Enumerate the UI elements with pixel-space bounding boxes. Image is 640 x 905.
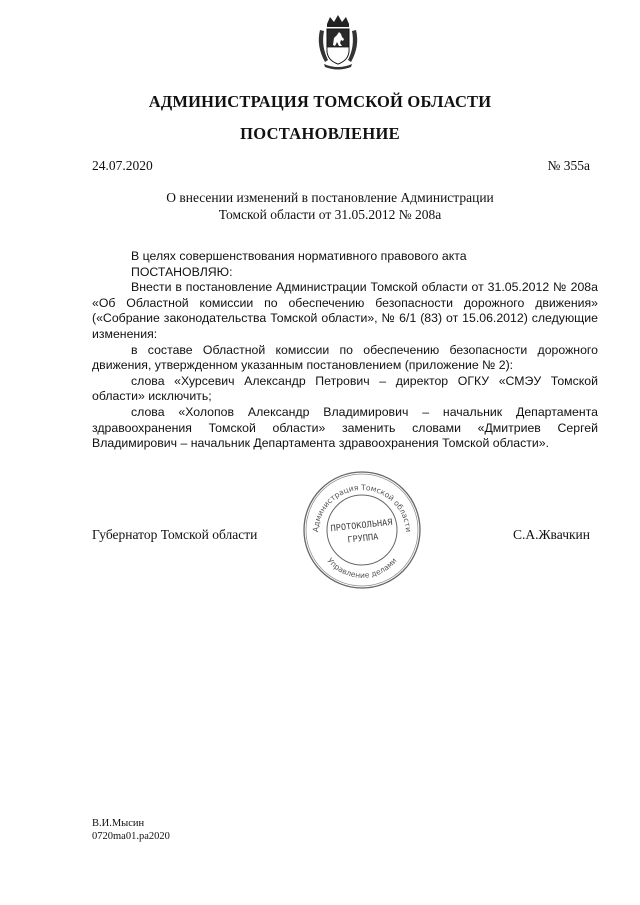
item-1-paragraph: слова «Хурсевич Александр Петрович – директор ОГКУ «СМЭУ Томской области» исключить; [92, 373, 598, 404]
document-type-title: ПОСТАНОВЛЕНИЕ [240, 124, 400, 143]
signer-title: Губернатор Томской области [92, 527, 258, 542]
resolve-paragraph: ПОСТАНОВЛЯЮ: [131, 264, 233, 279]
preamble-paragraph: В целях совершенствования нормативного правового акта [131, 249, 467, 263]
stamp-center-line-1: ПРОТОКОЛЬНАЯ [330, 517, 393, 535]
executor-name: В.И.Мысин [92, 818, 145, 829]
document-date: 24.07.2020 [92, 158, 153, 173]
document-subject [120, 189, 540, 223]
organization-title: АДМИНИСТРАЦИЯ ТОМСКОЙ ОБЛАСТИ [148, 92, 492, 111]
stamp-center-line-2: ГРУППА [346, 532, 379, 546]
subject-line-1: О внесении изменений в постановление Администрации [166, 190, 494, 205]
footer [92, 818, 170, 843]
item-2-paragraph: слова «Холопов Александр Владимирович – начальник Департамента здравоохранения Томской области» заменить словами «Дмитриев Сергей Владимирович – начальник Департамента здравоохранения Томской области». [92, 404, 598, 451]
official-stamp [300, 468, 424, 592]
subject-line-2: Томской области от 31.05.2012 № 208а [218, 207, 442, 222]
signer-name: С.А.Жвачкин [512, 527, 590, 542]
stamp-bottom-arc-text: Управление делами [325, 556, 399, 580]
document-body [92, 249, 598, 452]
document-number: № 355а [547, 158, 590, 173]
file-code: 0720ma01.pa2020 [92, 830, 170, 842]
coat-of-arms-emblem [315, 14, 361, 70]
main-paragraph: Внести в постановление Администрации Томской области от 31.05.2012 № 208а «Об Областной комиссии по обеспечению безопасности дорожного движения» («Собрание законодательства Томской области», № 6/1 (83) от 15.06.2012) следующие изменения: [92, 280, 598, 341]
stamp-top-arc-text: Администрация Томской области [310, 482, 414, 533]
item-intro-paragraph: в составе Областной комиссии по обеспечению безопасности дорожного движения, утвержденном указанным постановлением (приложение № 2): [92, 342, 598, 373]
